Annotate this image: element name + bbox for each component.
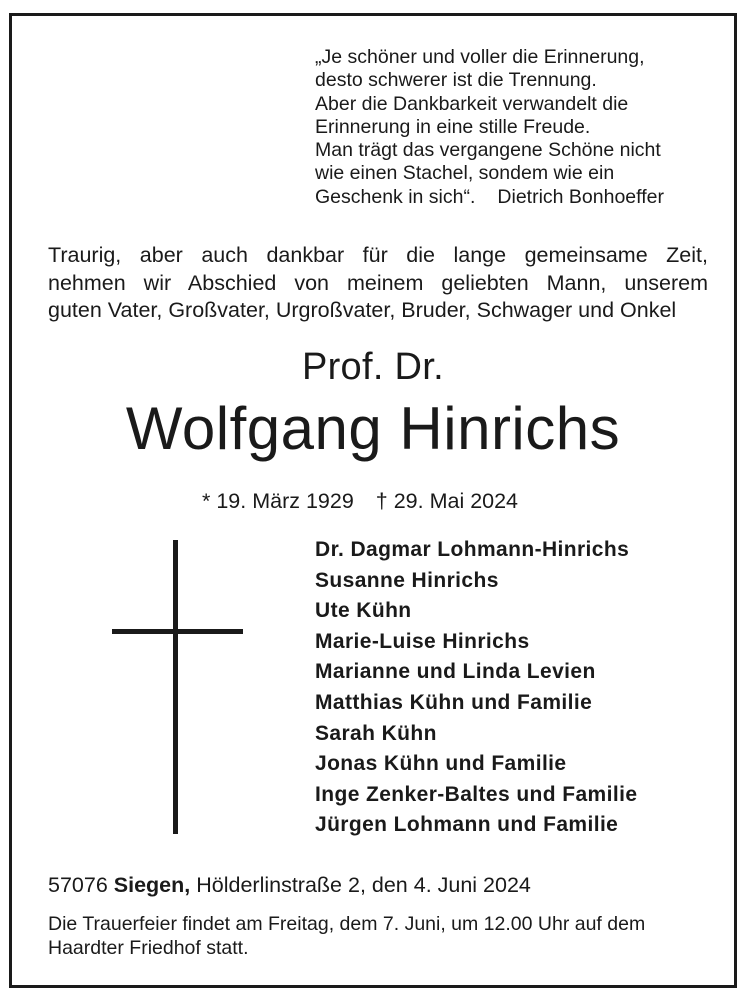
quote-author: Dietrich Bonhoeffer <box>497 185 664 208</box>
birth-date: * 19. März 1929 <box>202 489 354 513</box>
life-dates <box>202 487 518 515</box>
intro-line: Traurig, aber auch dankbar für die lange gemeinsame Zeit, <box>48 243 708 267</box>
mourner-name: Jonas Kühn und Familie <box>315 752 567 776</box>
funeral-info-line: Haardter Friedhof statt. <box>48 936 249 959</box>
mourner-name: Ute Kühn <box>315 599 412 623</box>
quote-line: Geschenk in sich“. <box>315 185 476 208</box>
quote-line: Man trägt das vergangene Schöne nicht <box>315 139 661 162</box>
intro-line: guten Vater, Großvater, Urgroßvater, Bruder, Schwager und Onkel <box>48 298 677 322</box>
place-and-date <box>48 871 531 899</box>
postcode: 57076 <box>48 873 108 897</box>
intro-text <box>48 242 708 325</box>
city: Siegen, <box>113 873 191 897</box>
quote-line: Aber die Dankbarkeit verwandelt die <box>315 92 629 115</box>
mourner-name: Dr. Dagmar Lohmann-Hinrichs <box>315 538 630 561</box>
mourner-name: Marianne und Linda Levien <box>315 660 596 684</box>
mourner-name: Matthias Kühn und Familie <box>315 690 593 714</box>
funeral-info <box>48 913 728 960</box>
mourners-list <box>315 535 637 841</box>
mourner-name: Marie-Luise Hinrichs <box>315 629 530 653</box>
bonhoeffer-quote <box>315 46 735 209</box>
death-date: † 29. Mai 2024 <box>375 489 519 513</box>
deceased-title: Prof. Dr. <box>301 346 445 388</box>
quote-line: „Je schöner und voller die Erinnerung, <box>315 46 645 68</box>
cross-icon <box>173 540 178 834</box>
mourner-name: Susanne Hinrichs <box>315 568 499 592</box>
deceased-name: Wolfgang Hinrichs <box>125 395 621 462</box>
address-date: Hölderlinstraße 2, den 4. Juni 2024 <box>196 873 531 897</box>
mourner-name: Inge Zenker-Baltes und Familie <box>315 782 638 806</box>
mourner-name: Sarah Kühn <box>315 721 437 745</box>
cross-icon-bar <box>112 629 243 634</box>
obituary-notice <box>9 13 737 988</box>
quote-line: Erinnerung in eine stille Freude. <box>315 115 591 138</box>
quote-last-line <box>315 186 735 209</box>
mourner-name: Jürgen Lohmann und Familie <box>315 813 619 837</box>
quote-line: desto schwerer ist die Trennung. <box>315 69 597 92</box>
intro-line: nehmen wir Abschied von meinem geliebten Mann, unserem <box>48 270 708 295</box>
funeral-info-line: Die Trauerfeier findet am Freitag, dem 7. Juni, um 12.00 Uhr auf dem <box>48 913 646 935</box>
quote-line: wie einen Stachel, sondem wie ein <box>315 162 615 185</box>
